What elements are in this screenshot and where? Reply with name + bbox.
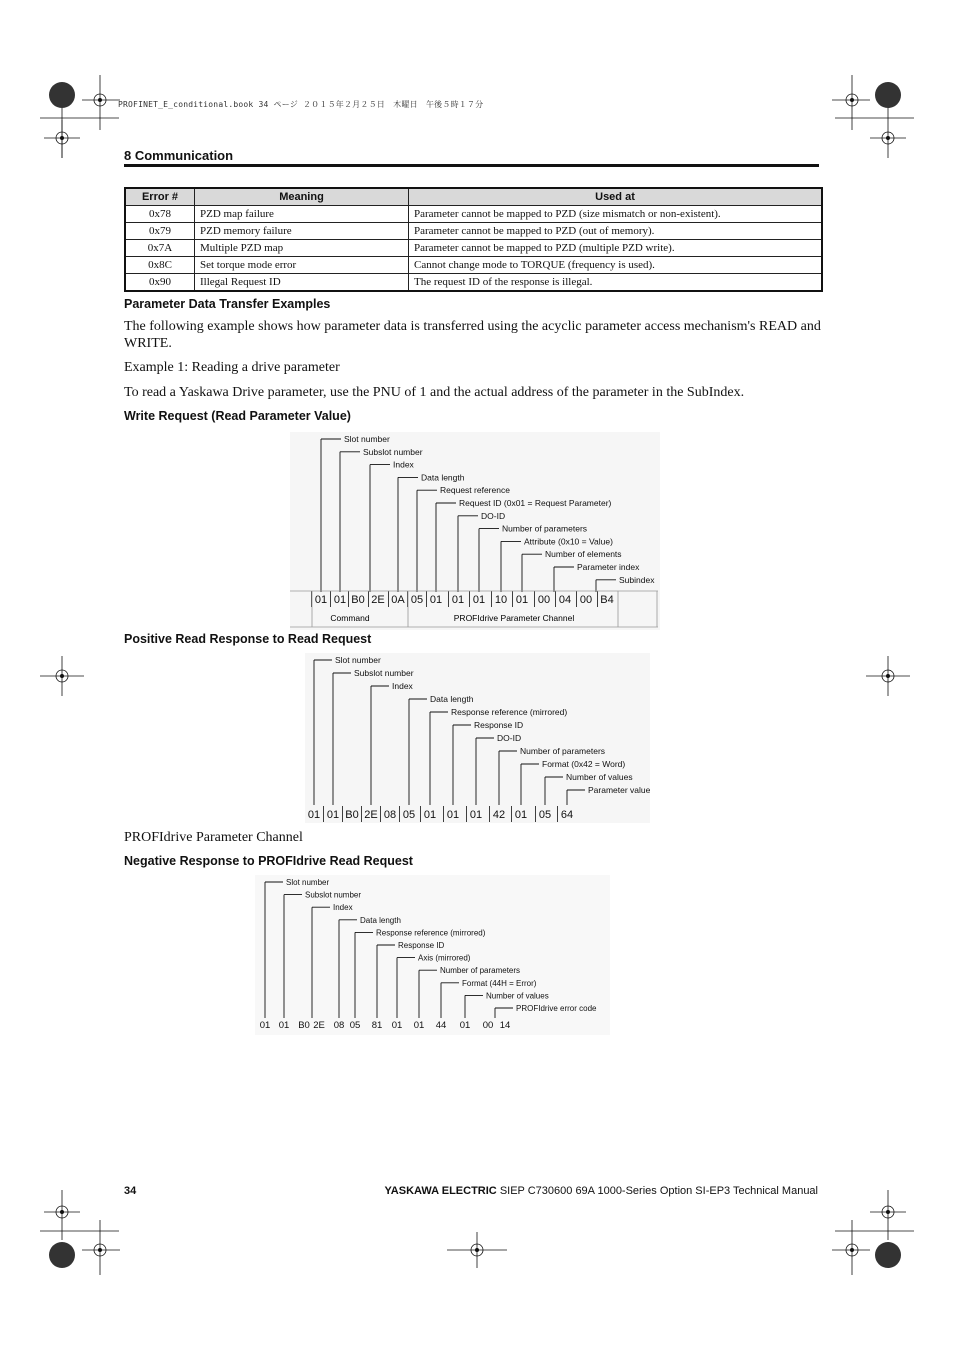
byte-value: 01 bbox=[326, 809, 340, 821]
byte-value: 2E bbox=[371, 594, 385, 606]
callout-label: Slot number bbox=[335, 655, 381, 665]
cell-meaning: PZD memory failure bbox=[195, 223, 409, 240]
callout-label: Data length bbox=[421, 472, 465, 483]
byte-value: 01 bbox=[446, 809, 460, 821]
byte-value: 42 bbox=[492, 809, 506, 821]
byte-value: 01 bbox=[459, 1020, 471, 1031]
callout-label: Parameter value bbox=[588, 785, 650, 795]
footer-page-number: 34 bbox=[124, 1185, 137, 1197]
cell-used-at: Parameter cannot be mapped to PZD (out of memory). bbox=[409, 223, 823, 240]
write-request-diagram bbox=[290, 432, 660, 630]
byte-value: B4 bbox=[600, 594, 614, 606]
callout-label: Subslot number bbox=[354, 668, 414, 678]
section-title: 8 Communication bbox=[124, 148, 234, 163]
byte-value: 00 bbox=[482, 1020, 494, 1031]
footer-title bbox=[384, 1185, 818, 1197]
table-row bbox=[125, 223, 822, 240]
cell-used-at: Parameter cannot be mapped to PZD (size mismatch or non-existent). bbox=[409, 206, 823, 223]
byte-value: 2E bbox=[364, 809, 378, 821]
byte-value: 01 bbox=[515, 594, 529, 606]
byte-value: 04 bbox=[558, 594, 572, 606]
byte-value: 10 bbox=[494, 594, 508, 606]
table-header-row bbox=[125, 188, 822, 206]
col-header-meaning: Meaning bbox=[195, 188, 409, 206]
cell-error: 0x78 bbox=[125, 206, 195, 223]
error-code-table bbox=[124, 187, 823, 292]
col-header-error: Error # bbox=[125, 188, 195, 206]
heading-write-request: Write Request (Read Parameter Value) bbox=[124, 409, 351, 423]
byte-value: B0 bbox=[298, 1020, 310, 1031]
byte-value: 81 bbox=[371, 1020, 383, 1031]
paragraph-howto: To read a Yaskawa Drive parameter, use the PNU of 1 and the actual address of the parameter in the SubIndex. bbox=[124, 385, 745, 400]
cell-error: 0x90 bbox=[125, 274, 195, 292]
byte-value: 01 bbox=[314, 594, 328, 606]
callout-label: Request reference bbox=[440, 485, 510, 496]
cell-used-at: Parameter cannot be mapped to PZD (multiple PZD write). bbox=[409, 240, 823, 257]
callout-label: Parameter index bbox=[577, 562, 640, 572]
footer-doc-title: SIEP C730600 69A 1000-Series Option SI-EP3 Technical Manual bbox=[499, 1185, 818, 1197]
byte-value: 01 bbox=[423, 809, 437, 821]
byte-value: 01 bbox=[307, 809, 321, 821]
byte-value: 00 bbox=[537, 594, 551, 606]
byte-value: 14 bbox=[499, 1020, 511, 1031]
byte-value: 00 bbox=[579, 594, 593, 606]
byte-value: 01 bbox=[278, 1020, 290, 1031]
footer-brand: YASKAWA ELECTRIC bbox=[384, 1185, 497, 1197]
callout-label: Index bbox=[393, 459, 414, 470]
callout-label: Index bbox=[392, 681, 413, 691]
byte-value: 01 bbox=[413, 1020, 425, 1031]
byte-value: 2E bbox=[313, 1020, 325, 1031]
paragraph-example1: Example 1: Reading a drive parameter bbox=[124, 360, 340, 375]
byte-value: 01 bbox=[451, 594, 465, 606]
callout-label: Subindex bbox=[619, 574, 655, 585]
callout-label: Request ID (0x01 = Request Parameter) bbox=[459, 498, 612, 508]
section-rule bbox=[124, 164, 819, 167]
byte-value: 01 bbox=[333, 594, 347, 606]
cell-error: 0x7A bbox=[125, 240, 195, 257]
byte-value: B0 bbox=[345, 809, 359, 821]
callout-label: Response ID bbox=[398, 941, 445, 950]
table-row bbox=[125, 257, 822, 274]
paragraph-channel: PROFIdrive Parameter Channel bbox=[124, 830, 303, 845]
group-channel-label: PROFIdrive Parameter Channel bbox=[453, 613, 575, 623]
callout-label: Number of values bbox=[486, 991, 549, 1001]
byte-value: B0 bbox=[351, 594, 365, 606]
cell-meaning: Illegal Request ID bbox=[195, 274, 409, 292]
heading-positive-response: Positive Read Response to Read Request bbox=[124, 632, 372, 646]
print-header: PROFINET_E_conditional.book 34 ページ ２０１５年２月２５日 木曜日 午後５時１７分 bbox=[118, 100, 484, 109]
byte-value: 01 bbox=[514, 809, 528, 821]
table-row bbox=[125, 274, 822, 292]
byte-value: 01 bbox=[469, 809, 483, 821]
group-command-label: Command bbox=[330, 613, 370, 623]
callout-label: Format (0x42 = Word) bbox=[542, 759, 626, 769]
callout-label: Subslot number bbox=[363, 446, 423, 457]
callout-label: Number of elements bbox=[545, 549, 622, 560]
byte-value: 0A bbox=[391, 594, 405, 606]
callout-label: Index bbox=[333, 903, 353, 913]
negative-response-diagram bbox=[255, 875, 610, 1035]
callout-label: Data length bbox=[430, 694, 474, 704]
byte-value: 05 bbox=[410, 594, 424, 606]
byte-value: 08 bbox=[333, 1020, 345, 1031]
cell-meaning: Set torque mode error bbox=[195, 257, 409, 274]
callout-label: Response reference (mirrored) bbox=[376, 928, 486, 938]
callout-label: Slot number bbox=[344, 434, 390, 444]
table-row bbox=[125, 240, 822, 257]
callout-label: Format (44H = Error) bbox=[462, 978, 537, 988]
heading-transfer-examples: Parameter Data Transfer Examples bbox=[124, 297, 331, 311]
byte-value: 01 bbox=[391, 1020, 403, 1031]
cell-used-at: Cannot change mode to TORQUE (frequency is used). bbox=[409, 257, 823, 274]
cell-meaning: PZD map failure bbox=[195, 206, 409, 223]
callout-label: Number of values bbox=[566, 772, 633, 782]
byte-value: 44 bbox=[435, 1020, 447, 1031]
cell-error: 0x8C bbox=[125, 257, 195, 274]
callout-label: Subslot number bbox=[305, 890, 362, 900]
callout-label: Slot number bbox=[286, 878, 330, 887]
byte-value: 05 bbox=[349, 1020, 361, 1031]
cell-error: 0x79 bbox=[125, 223, 195, 240]
cell-used-at: The request ID of the response is illegal. bbox=[409, 274, 823, 292]
callout-label: Response ID bbox=[474, 720, 524, 730]
paragraph-intro: The following example shows how parameter data is transferred using the acyclic parameter access mechanism's READ and WRITE. bbox=[124, 319, 821, 351]
heading-negative-response: Negative Response to PROFIdrive Read Request bbox=[124, 854, 413, 868]
cell-meaning: Multiple PZD map bbox=[195, 240, 409, 257]
callout-label: DO-ID bbox=[481, 510, 506, 521]
positive-response-diagram bbox=[305, 653, 650, 823]
callout-label: Data length bbox=[360, 915, 401, 925]
callout-label: Number of parameters bbox=[502, 523, 588, 534]
byte-value: 05 bbox=[402, 809, 416, 821]
callout-label: Attribute (0x10 = Value) bbox=[524, 536, 613, 547]
callout-label: Response reference (mirrored) bbox=[451, 707, 568, 717]
byte-value: 01 bbox=[259, 1020, 271, 1031]
callout-label: Axis (mirrored) bbox=[418, 953, 471, 963]
callout-label: PROFIdrive error code bbox=[516, 1004, 597, 1013]
byte-value: 01 bbox=[429, 594, 443, 606]
callout-label: Number of parameters bbox=[520, 746, 606, 756]
table-row bbox=[125, 206, 822, 223]
callout-label: DO-ID bbox=[497, 733, 522, 743]
byte-value: 64 bbox=[560, 809, 574, 821]
byte-value: 08 bbox=[383, 809, 397, 821]
col-header-used-at: Used at bbox=[409, 188, 823, 206]
byte-value: 01 bbox=[472, 594, 486, 606]
callout-label: Number of parameters bbox=[440, 966, 521, 976]
byte-value: 05 bbox=[538, 809, 552, 821]
